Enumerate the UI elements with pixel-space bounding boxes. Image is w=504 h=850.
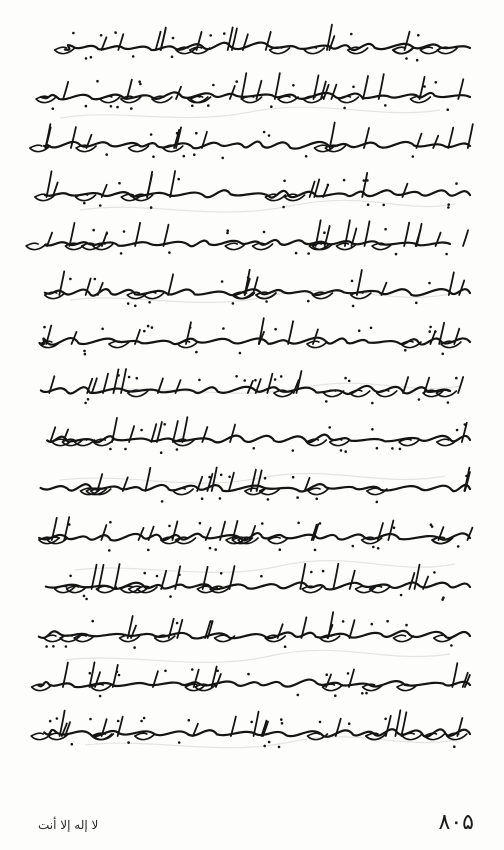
text-line — [39, 612, 470, 649]
text-line — [32, 662, 470, 697]
text-line — [36, 73, 470, 111]
text-line — [39, 318, 470, 355]
text-line — [31, 710, 470, 748]
text-line — [35, 171, 470, 209]
text-line — [26, 220, 468, 255]
page-footer — [0, 800, 504, 850]
text-line — [46, 564, 470, 601]
text-line — [41, 369, 463, 404]
text-line — [30, 123, 473, 160]
catchword: لا إله إلا أنت — [38, 818, 99, 832]
text-line — [55, 25, 470, 62]
folio-number: ۸۰۵ — [438, 810, 474, 835]
text-line — [41, 468, 470, 504]
text-line — [39, 517, 472, 552]
text-line — [47, 417, 470, 454]
text-line — [45, 270, 470, 307]
